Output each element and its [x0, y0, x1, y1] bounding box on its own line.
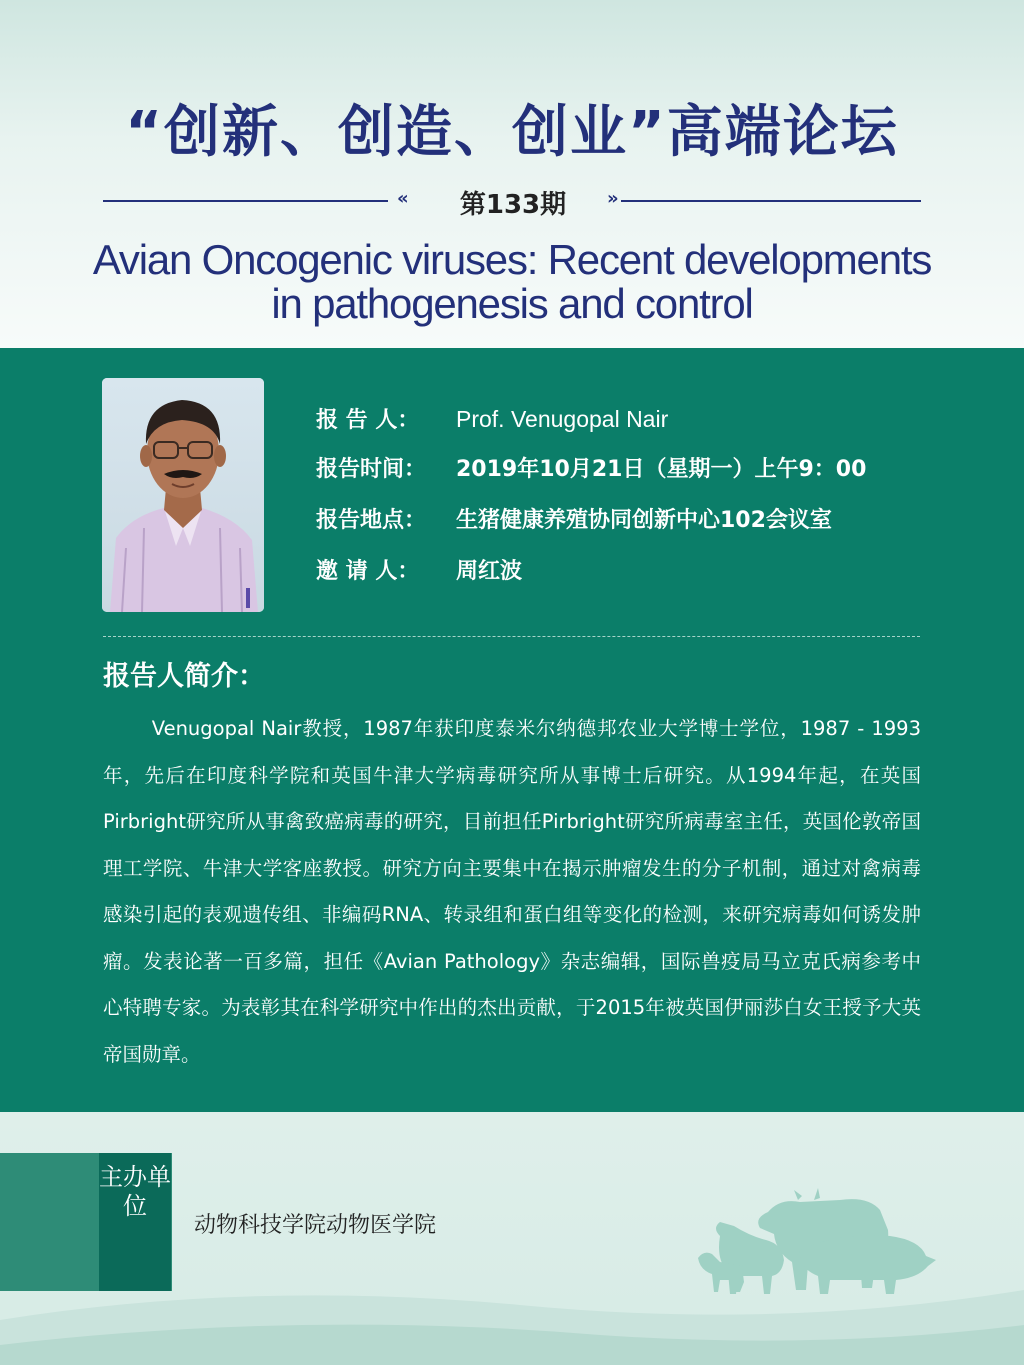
time-row	[316, 453, 866, 504]
inviter-row	[316, 555, 866, 606]
issue-row	[103, 184, 921, 218]
divider-line-right	[621, 200, 921, 202]
location-value: 生猪健康养殖协同创新中心102会议室	[456, 508, 832, 533]
forum-title: “创新、创造、创业”高端论坛	[125, 100, 899, 165]
bio-heading: 报告人简介：	[103, 661, 265, 692]
inviter-label: 邀 请 人：	[316, 559, 420, 584]
organizer-tab-label: 主办单位	[99, 1163, 171, 1220]
speaker-portrait	[102, 378, 264, 612]
talk-info	[316, 402, 866, 606]
location-row	[316, 504, 866, 555]
location-label: 报告地点：	[316, 508, 427, 533]
organizer-name: 动物科技学院动物医学院	[194, 1213, 437, 1238]
bio-text: Venugopal Nair教授，1987年获印度泰米尔纳德邦农业大学博士学位，1987 - 1993年，先后在印度科学院和英国牛津大学病毒研究所从事博士后研究。从1994年起，在英国Pirbright研究所从事禽致癌病毒的研究，目前担任Pirbright研究所病毒室主任，英国伦敦帝国理工学院、牛津大学客座教授。研究方向主要集中在揭示肿瘤发生的分子机制，通过对禽病毒感染引起的表观遗传组、非编码RNA、转录组和蛋白组等变化的检测，来研究病毒如何诱发肿瘤。发表论著一百多篇，担任《Avian Pathology》杂志编辑，国际兽疫局马立克氏病参考中心特聘专家。为表彰其在科学研究中作出的杰出贡献，于2015年被英国伊丽莎白女王授予大英帝国勋章。	[103, 717, 921, 1066]
inviter-value: 周红波	[456, 559, 523, 584]
dashed-divider	[103, 636, 920, 637]
talk-title-line-1: Avian Oncogenic viruses: Recent developments	[92, 236, 932, 283]
speaker-photo	[102, 378, 264, 612]
time-label: 报告时间：	[316, 457, 427, 482]
time-value: 2019年10月21日（星期一）上午9：00	[456, 457, 867, 482]
speaker-row	[316, 402, 866, 453]
divider-line-left	[103, 200, 388, 202]
livestock-silhouette-icon	[690, 1170, 990, 1310]
speaker-label: 报 告 人：	[316, 408, 420, 433]
talk-title-line-2: in pathogenesis and control	[271, 280, 753, 327]
speaker-value: Prof. Venugopal Nair	[456, 406, 669, 432]
double-chevron-left-icon: «	[397, 188, 409, 209]
talk-title	[40, 238, 984, 326]
issue-number: 第133期	[459, 190, 567, 220]
double-chevron-right-icon: »	[607, 188, 619, 209]
